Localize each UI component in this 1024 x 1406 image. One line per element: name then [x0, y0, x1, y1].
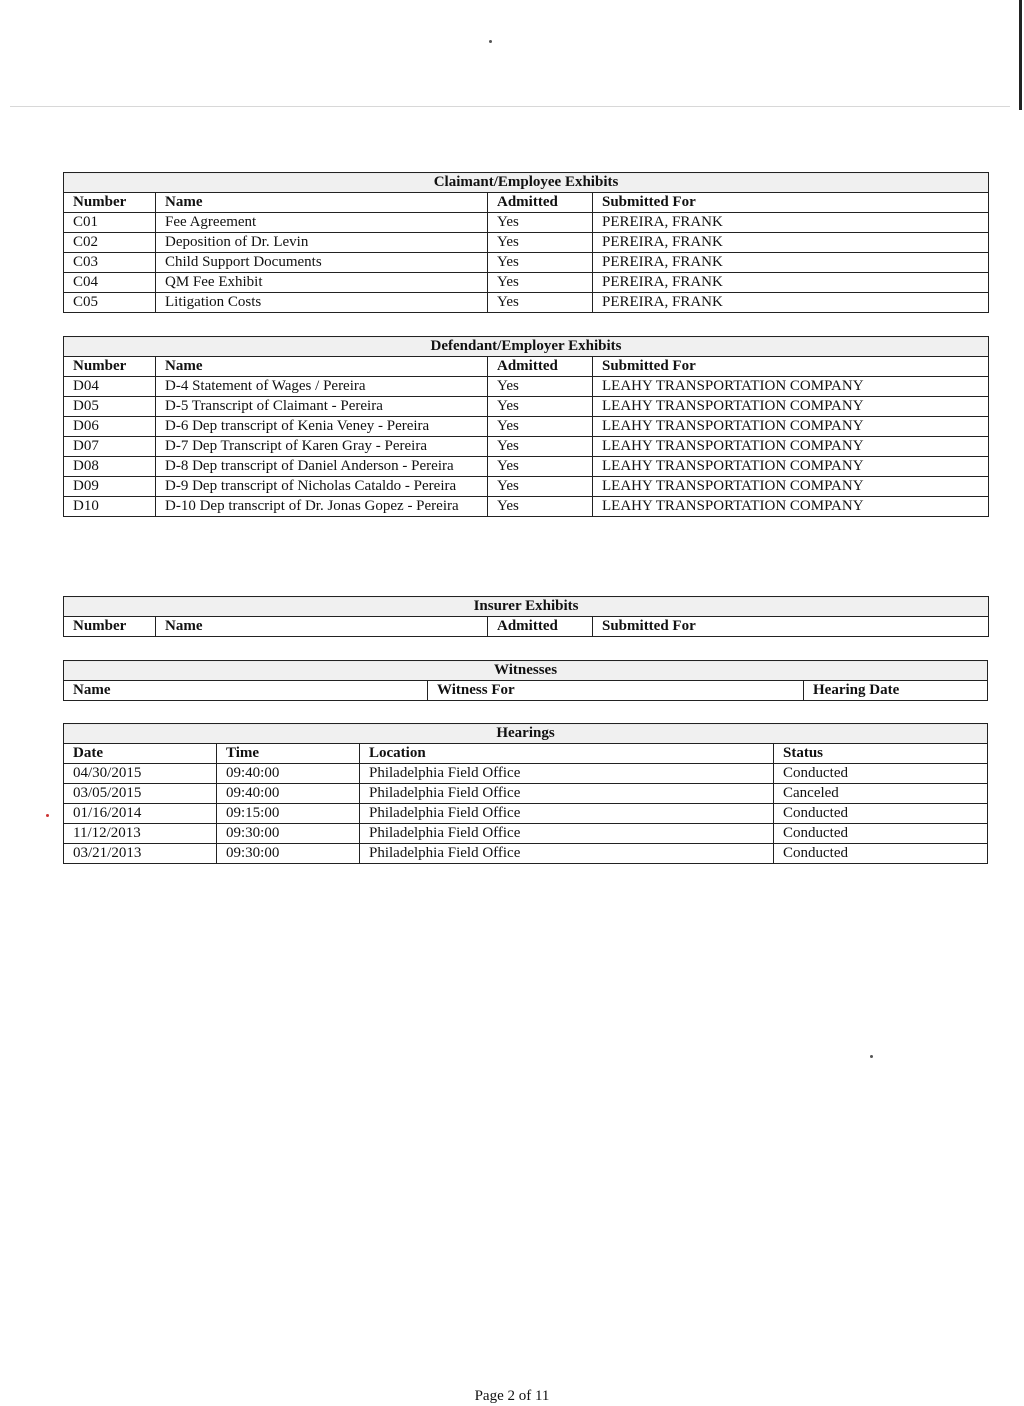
- exhibit-number: C05: [64, 293, 156, 313]
- witnesses-title: Witnesses: [64, 661, 988, 681]
- column-header-status: Status: [774, 744, 988, 764]
- table-row: [64, 457, 989, 477]
- exhibit-submitted-for: PEREIRA, FRANK: [593, 293, 989, 313]
- exhibit-name: QM Fee Exhibit: [156, 273, 488, 293]
- hearing-time: 09:30:00: [217, 844, 360, 864]
- table-row: [64, 764, 988, 784]
- table-row: [64, 497, 989, 517]
- exhibit-admitted: Yes: [488, 377, 593, 397]
- column-header-number: Number: [64, 617, 156, 637]
- column-header-submitted-for: Submitted For: [593, 193, 989, 213]
- column-header-admitted: Admitted: [488, 357, 593, 377]
- defendant-exhibits-header-row: [64, 357, 989, 377]
- exhibit-admitted: Yes: [488, 273, 593, 293]
- table-row: [64, 293, 989, 313]
- exhibit-number: D10: [64, 497, 156, 517]
- claimant-exhibits-title: Claimant/Employee Exhibits: [64, 173, 989, 193]
- exhibit-name: Child Support Documents: [156, 253, 488, 273]
- witnesses-table: [63, 660, 988, 701]
- hearing-location: Philadelphia Field Office: [360, 784, 774, 804]
- scan-speck: [870, 1055, 873, 1058]
- table-row: [64, 397, 989, 417]
- exhibit-admitted: Yes: [488, 233, 593, 253]
- table-row: [64, 377, 989, 397]
- exhibit-number: D05: [64, 397, 156, 417]
- column-header-witness-for: Witness For: [428, 681, 804, 701]
- scan-artifact-edge: [1019, 0, 1022, 110]
- column-header-name: Name: [156, 193, 488, 213]
- column-header-name: Name: [156, 357, 488, 377]
- hearing-time: 09:30:00: [217, 824, 360, 844]
- hearings-header-row: [64, 744, 988, 764]
- table-row: [64, 824, 988, 844]
- exhibit-admitted: Yes: [488, 293, 593, 313]
- hearing-location: Philadelphia Field Office: [360, 764, 774, 784]
- exhibit-submitted-for: LEAHY TRANSPORTATION COMPANY: [593, 417, 989, 437]
- exhibit-name: D-7 Dep Transcript of Karen Gray - Pereira: [156, 437, 488, 457]
- exhibit-name: D-10 Dep transcript of Dr. Jonas Gopez - Pereira: [156, 497, 488, 517]
- exhibit-number: D07: [64, 437, 156, 457]
- scan-artifact-line: [10, 106, 1010, 107]
- exhibit-admitted: Yes: [488, 437, 593, 457]
- table-row: [64, 477, 989, 497]
- defendant-exhibits-table: [63, 336, 989, 517]
- table-row: [64, 253, 989, 273]
- exhibit-name: D-4 Statement of Wages / Pereira: [156, 377, 488, 397]
- exhibit-number: C04: [64, 273, 156, 293]
- exhibit-admitted: Yes: [488, 497, 593, 517]
- exhibit-name: Litigation Costs: [156, 293, 488, 313]
- column-header-date: Date: [64, 744, 217, 764]
- column-header-admitted: Admitted: [488, 617, 593, 637]
- column-header-name: Name: [156, 617, 488, 637]
- exhibit-name: Fee Agreement: [156, 213, 488, 233]
- exhibit-number: D06: [64, 417, 156, 437]
- exhibit-number: D04: [64, 377, 156, 397]
- exhibit-admitted: Yes: [488, 477, 593, 497]
- exhibit-admitted: Yes: [488, 253, 593, 273]
- exhibit-submitted-for: LEAHY TRANSPORTATION COMPANY: [593, 477, 989, 497]
- table-row: [64, 213, 989, 233]
- hearings-title: Hearings: [64, 724, 988, 744]
- column-header-number: Number: [64, 193, 156, 213]
- table-row: [64, 844, 988, 864]
- exhibit-name: D-5 Transcript of Claimant - Pereira: [156, 397, 488, 417]
- witnesses-header-row: [64, 681, 988, 701]
- exhibit-submitted-for: LEAHY TRANSPORTATION COMPANY: [593, 457, 989, 477]
- hearing-time: 09:40:00: [217, 764, 360, 784]
- claimant-exhibits-table: [63, 172, 989, 313]
- hearing-status: Canceled: [774, 784, 988, 804]
- hearing-location: Philadelphia Field Office: [360, 844, 774, 864]
- hearing-time: 09:15:00: [217, 804, 360, 824]
- table-row: [64, 804, 988, 824]
- exhibit-submitted-for: PEREIRA, FRANK: [593, 233, 989, 253]
- scan-speck: [46, 814, 49, 817]
- hearing-date: 03/05/2015: [64, 784, 217, 804]
- hearing-date: 11/12/2013: [64, 824, 217, 844]
- insurer-exhibits-table: [63, 596, 989, 637]
- hearing-date: 01/16/2014: [64, 804, 217, 824]
- defendant-exhibits-title: Defendant/Employer Exhibits: [64, 337, 989, 357]
- column-header-name: Name: [64, 681, 428, 701]
- exhibit-submitted-for: LEAHY TRANSPORTATION COMPANY: [593, 437, 989, 457]
- exhibit-submitted-for: LEAHY TRANSPORTATION COMPANY: [593, 397, 989, 417]
- column-header-hearing-date: Hearing Date: [804, 681, 988, 701]
- exhibit-admitted: Yes: [488, 457, 593, 477]
- claimant-exhibits-header-row: [64, 193, 989, 213]
- column-header-location: Location: [360, 744, 774, 764]
- exhibit-admitted: Yes: [488, 397, 593, 417]
- exhibit-name: D-9 Dep transcript of Nicholas Cataldo - Pereira: [156, 477, 488, 497]
- hearing-location: Philadelphia Field Office: [360, 824, 774, 844]
- exhibit-number: C02: [64, 233, 156, 253]
- page-number: Page 2 of 11: [474, 1388, 550, 1404]
- hearings-table: [63, 723, 988, 864]
- column-header-number: Number: [64, 357, 156, 377]
- hearing-location: Philadelphia Field Office: [360, 804, 774, 824]
- hearing-status: Conducted: [774, 804, 988, 824]
- insurer-exhibits-header-row: [64, 617, 989, 637]
- table-row: [64, 273, 989, 293]
- hearing-status: Conducted: [774, 764, 988, 784]
- exhibit-submitted-for: LEAHY TRANSPORTATION COMPANY: [593, 377, 989, 397]
- hearing-status: Conducted: [774, 824, 988, 844]
- exhibit-number: C01: [64, 213, 156, 233]
- column-header-time: Time: [217, 744, 360, 764]
- exhibit-name: D-8 Dep transcript of Daniel Anderson - Pereira: [156, 457, 488, 477]
- exhibit-name: Deposition of Dr. Levin: [156, 233, 488, 253]
- exhibit-number: D08: [64, 457, 156, 477]
- table-row: [64, 417, 989, 437]
- exhibit-submitted-for: PEREIRA, FRANK: [593, 253, 989, 273]
- hearing-time: 09:40:00: [217, 784, 360, 804]
- insurer-exhibits-title: Insurer Exhibits: [64, 597, 989, 617]
- exhibit-admitted: Yes: [488, 417, 593, 437]
- hearing-date: 04/30/2015: [64, 764, 217, 784]
- exhibit-number: C03: [64, 253, 156, 273]
- table-row: [64, 437, 989, 457]
- exhibit-submitted-for: PEREIRA, FRANK: [593, 213, 989, 233]
- table-row: [64, 784, 988, 804]
- exhibit-submitted-for: PEREIRA, FRANK: [593, 273, 989, 293]
- exhibit-name: D-6 Dep transcript of Kenia Veney - Pereira: [156, 417, 488, 437]
- table-row: [64, 233, 989, 253]
- exhibit-number: D09: [64, 477, 156, 497]
- column-header-admitted: Admitted: [488, 193, 593, 213]
- hearing-date: 03/21/2013: [64, 844, 217, 864]
- exhibit-admitted: Yes: [488, 213, 593, 233]
- scan-speck: [489, 40, 492, 43]
- exhibit-submitted-for: LEAHY TRANSPORTATION COMPANY: [593, 497, 989, 517]
- column-header-submitted-for: Submitted For: [593, 617, 989, 637]
- column-header-submitted-for: Submitted For: [593, 357, 989, 377]
- hearing-status: Conducted: [774, 844, 988, 864]
